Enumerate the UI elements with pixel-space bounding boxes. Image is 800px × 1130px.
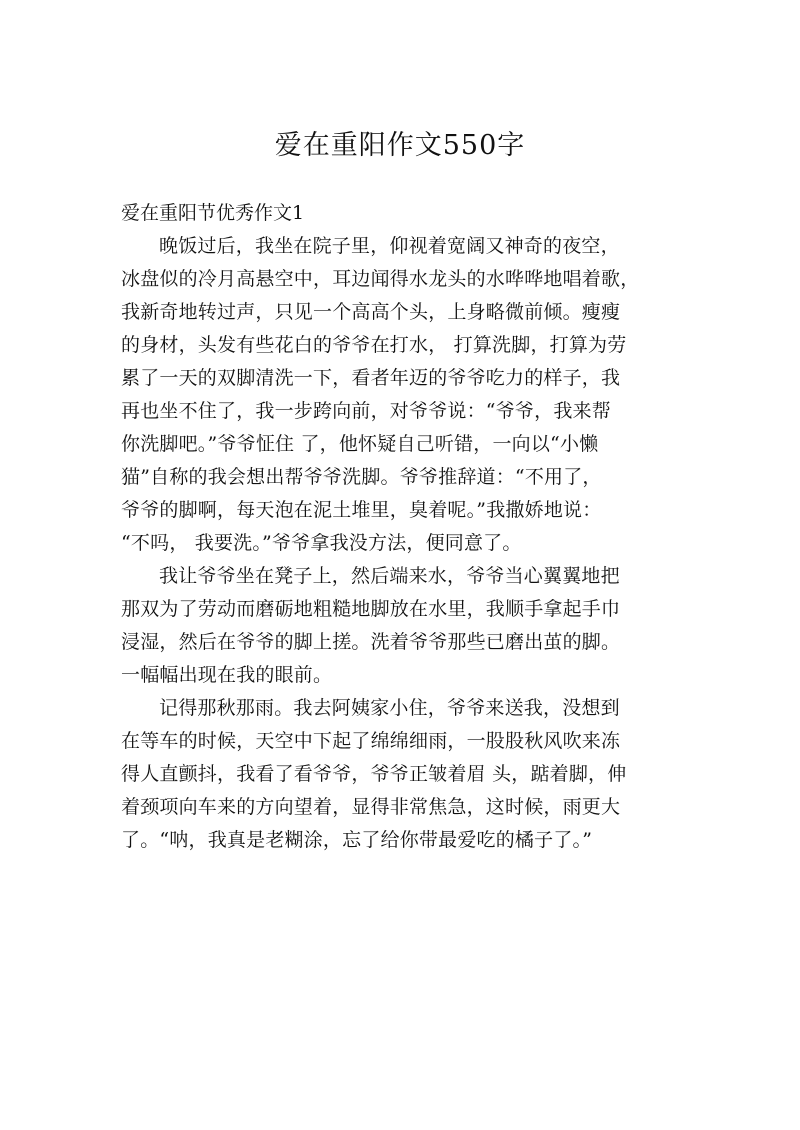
document-title: 爱在重阳作文550字: [274, 130, 526, 161]
section-heading: 爱在重阳节优秀作文1: [121, 202, 305, 224]
text-line: 记得那秋那雨。我去阿姨家小住，爷爷来送我，没想到: [159, 697, 620, 719]
text-line: 一幅幅出现在我的眼前。: [121, 664, 333, 686]
essay-body: [121, 230, 681, 857]
text-line: 得人直颤抖，我看了看爷爷，爷爷正皱着眉 头，踮着脚，伸: [121, 763, 627, 785]
text-line: 着颈项向车来的方向望着，显得非常焦急，这时候，雨更大: [121, 796, 621, 818]
text-line: 那双为了劳动而磨砺地粗糙地脚放在水里，我顺手拿起手巾: [121, 598, 621, 620]
text-line: 爷爷的脚啊，每天泡在泥土堆里，臭着呢。”我撒娇地说：: [121, 499, 602, 521]
text-line: 再也坐不住了，我一步跨向前，对爷爷说：“爷爷，我来帮: [121, 400, 611, 422]
text-line: 你洗脚吧。”爷爷怔住 了，他怀疑自己听错，一向以“小懒: [121, 433, 599, 455]
text-line: 浸湿，然后在爷爷的脚上搓。洗着爷爷那些已磨出茧的脚。: [121, 631, 621, 653]
text-line: 累了一天的双脚清洗一下，看者年迈的爷爷吃力的样子，我: [121, 367, 621, 389]
text-line: 我新奇地转过声，只见一个高高个头，上身略微前倾。瘦瘦: [121, 301, 621, 323]
text-line: 猫”自称的我会想出帮爷爷洗脚。爷爷推辞道：“不用了，: [121, 466, 602, 488]
text-line: “不吗， 我要洗。”爷爷拿我没方法，便同意了。: [121, 532, 522, 554]
text-line: 在等车的时候，天空中下起了绵绵细雨，一股股秋风吹来冻: [121, 730, 621, 752]
text-line: 冰盘似的冷月高悬空中，耳边闻得水龙头的水哗哗地唱着歌，: [121, 268, 640, 290]
text-line: 的身材，头发有些花白的爷爷在打水， 打算洗脚，打算为劳: [121, 334, 627, 356]
text-line: 晚饭过后，我坐在院子里，仰视着宽阔又神奇的夜空，: [159, 235, 620, 257]
text-line: 了。“呐，我真是老糊涂，忘了给你带最爱吃的橘子了。”: [121, 829, 593, 851]
text-line: 我让爷爷坐在凳子上，然后端来水，爷爷当心翼翼地把: [159, 565, 620, 587]
